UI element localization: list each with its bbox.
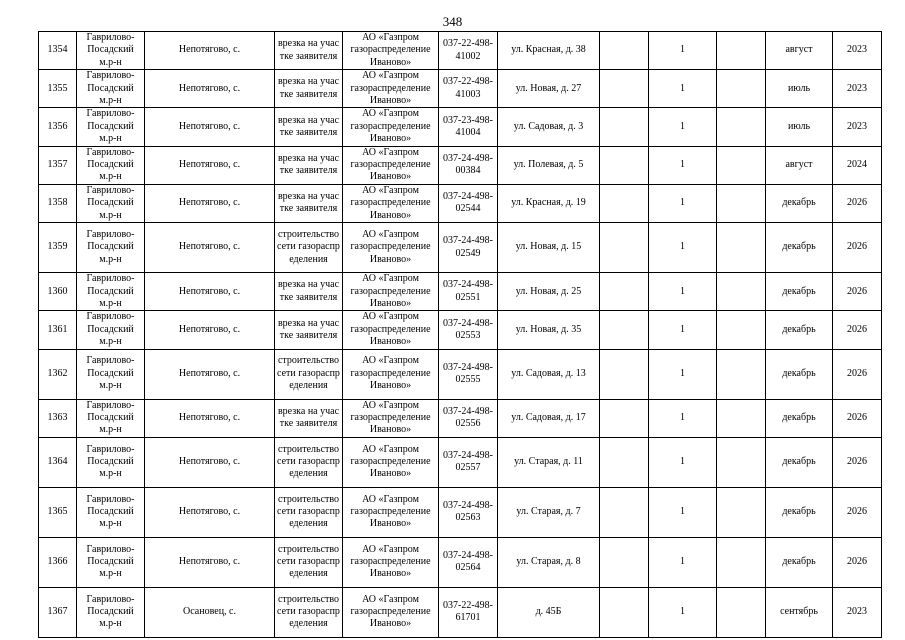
organization-cell: АО «Газпром газораспределение Иваново» [343, 273, 439, 311]
request-code-cell: 037-24-498-02556 [439, 399, 498, 437]
month-cell: декабрь [766, 223, 833, 273]
row-number-cell: 1357 [39, 146, 77, 184]
empty-cell [717, 108, 766, 146]
district-cell: Гаврилово-Посадский м.р-н [77, 223, 145, 273]
row-number-cell: 1361 [39, 311, 77, 349]
work-type-cell: врезка на участке заявителя [275, 184, 343, 222]
table-row [39, 349, 882, 399]
month-cell: август [766, 146, 833, 184]
organization-cell: АО «Газпром газораспределение Иваново» [343, 587, 439, 637]
month-cell: июль [766, 108, 833, 146]
organization-cell: АО «Газпром газораспределение Иваново» [343, 487, 439, 537]
month-cell: декабрь [766, 311, 833, 349]
month-cell: декабрь [766, 399, 833, 437]
organization-cell: АО «Газпром газораспределение Иваново» [343, 437, 439, 487]
work-type-cell: врезка на участке заявителя [275, 311, 343, 349]
month-cell: декабрь [766, 437, 833, 487]
table-row [39, 184, 882, 222]
empty-cell [717, 349, 766, 399]
empty-cell [717, 487, 766, 537]
row-number-cell: 1354 [39, 32, 77, 70]
empty-cell [600, 273, 649, 311]
empty-cell [600, 537, 649, 587]
table-row [39, 399, 882, 437]
empty-cell [717, 399, 766, 437]
request-code-cell: 037-24-498-02563 [439, 487, 498, 537]
address-cell: ул. Садовая, д. 3 [498, 108, 600, 146]
request-code-cell: 037-23-498-41004 [439, 108, 498, 146]
settlement-cell: Непотягово, с. [145, 273, 275, 311]
settlement-cell: Непотягово, с. [145, 487, 275, 537]
table-body [39, 32, 882, 638]
work-type-cell: строительство сети газораспределения [275, 487, 343, 537]
month-cell: декабрь [766, 184, 833, 222]
work-type-cell: врезка на участке заявителя [275, 32, 343, 70]
row-number-cell: 1366 [39, 537, 77, 587]
empty-cell [600, 223, 649, 273]
organization-cell: АО «Газпром газораспределение Иваново» [343, 32, 439, 70]
empty-cell [717, 437, 766, 487]
settlement-cell: Осановец, с. [145, 587, 275, 637]
row-number-cell: 1359 [39, 223, 77, 273]
address-cell: ул. Новая, д. 15 [498, 223, 600, 273]
district-cell: Гаврилово-Посадский м.р-н [77, 184, 145, 222]
gas-connection-table [38, 31, 882, 638]
empty-cell [600, 349, 649, 399]
organization-cell: АО «Газпром газораспределение Иваново» [343, 184, 439, 222]
work-type-cell: врезка на участке заявителя [275, 273, 343, 311]
address-cell: ул. Старая, д. 11 [498, 437, 600, 487]
empty-cell [717, 273, 766, 311]
year-cell: 2026 [833, 273, 882, 311]
empty-cell [717, 537, 766, 587]
address-cell: ул. Красная, д. 38 [498, 32, 600, 70]
district-cell: Гаврилово-Посадский м.р-н [77, 349, 145, 399]
settlement-cell: Непотягово, с. [145, 108, 275, 146]
address-cell: ул. Садовая, д. 17 [498, 399, 600, 437]
year-cell: 2026 [833, 349, 882, 399]
district-cell: Гаврилово-Посадский м.р-н [77, 537, 145, 587]
empty-cell [600, 487, 649, 537]
year-cell: 2026 [833, 311, 882, 349]
empty-cell [600, 70, 649, 108]
work-type-cell: врезка на участке заявителя [275, 108, 343, 146]
organization-cell: АО «Газпром газораспределение Иваново» [343, 146, 439, 184]
row-number-cell: 1358 [39, 184, 77, 222]
table-row [39, 108, 882, 146]
district-cell: Гаврилово-Посадский м.р-н [77, 587, 145, 637]
request-code-cell: 037-24-498-02544 [439, 184, 498, 222]
request-code-cell: 037-24-498-02555 [439, 349, 498, 399]
table-row [39, 587, 882, 637]
year-cell: 2026 [833, 399, 882, 437]
empty-cell [600, 146, 649, 184]
empty-cell [717, 184, 766, 222]
row-number-cell: 1367 [39, 587, 77, 637]
quantity-cell: 1 [649, 108, 717, 146]
empty-cell [717, 70, 766, 108]
table-row [39, 437, 882, 487]
year-cell: 2023 [833, 32, 882, 70]
district-cell: Гаврилово-Посадский м.р-н [77, 108, 145, 146]
organization-cell: АО «Газпром газораспределение Иваново» [343, 70, 439, 108]
empty-cell [600, 437, 649, 487]
request-code-cell: 037-24-498-02551 [439, 273, 498, 311]
work-type-cell: строительство сети газораспределения [275, 349, 343, 399]
year-cell: 2026 [833, 537, 882, 587]
table-row [39, 223, 882, 273]
request-code-cell: 037-24-498-00384 [439, 146, 498, 184]
empty-cell [717, 146, 766, 184]
address-cell: ул. Новая, д. 25 [498, 273, 600, 311]
empty-cell [717, 223, 766, 273]
work-type-cell: врезка на участке заявителя [275, 70, 343, 108]
quantity-cell: 1 [649, 437, 717, 487]
quantity-cell: 1 [649, 223, 717, 273]
settlement-cell: Непотягово, с. [145, 184, 275, 222]
quantity-cell: 1 [649, 537, 717, 587]
settlement-cell: Непотягово, с. [145, 311, 275, 349]
year-cell: 2024 [833, 146, 882, 184]
row-number-cell: 1362 [39, 349, 77, 399]
address-cell: ул. Новая, д. 35 [498, 311, 600, 349]
row-number-cell: 1363 [39, 399, 77, 437]
row-number-cell: 1365 [39, 487, 77, 537]
settlement-cell: Непотягово, с. [145, 437, 275, 487]
empty-cell [717, 587, 766, 637]
year-cell: 2026 [833, 184, 882, 222]
district-cell: Гаврилово-Посадский м.р-н [77, 487, 145, 537]
year-cell: 2026 [833, 437, 882, 487]
work-type-cell: строительство сети газораспределения [275, 223, 343, 273]
month-cell: сентябрь [766, 587, 833, 637]
work-type-cell: строительство сети газораспределения [275, 587, 343, 637]
district-cell: Гаврилово-Посадский м.р-н [77, 32, 145, 70]
row-number-cell: 1356 [39, 108, 77, 146]
quantity-cell: 1 [649, 273, 717, 311]
organization-cell: АО «Газпром газораспределение Иваново» [343, 108, 439, 146]
request-code-cell: 037-22-498-41002 [439, 32, 498, 70]
organization-cell: АО «Газпром газораспределение Иваново» [343, 311, 439, 349]
quantity-cell: 1 [649, 399, 717, 437]
month-cell: декабрь [766, 273, 833, 311]
request-code-cell: 037-22-498-61701 [439, 587, 498, 637]
page-number: 348 [442, 14, 463, 29]
district-cell: Гаврилово-Посадский м.р-н [77, 437, 145, 487]
quantity-cell: 1 [649, 184, 717, 222]
table-row [39, 70, 882, 108]
quantity-cell: 1 [649, 70, 717, 108]
settlement-cell: Непотягово, с. [145, 146, 275, 184]
organization-cell: АО «Газпром газораспределение Иваново» [343, 399, 439, 437]
empty-cell [600, 311, 649, 349]
year-cell: 2023 [833, 70, 882, 108]
request-code-cell: 037-24-498-02557 [439, 437, 498, 487]
month-cell: декабрь [766, 537, 833, 587]
row-number-cell: 1360 [39, 273, 77, 311]
empty-cell [600, 399, 649, 437]
row-number-cell: 1355 [39, 70, 77, 108]
address-cell: ул. Старая, д. 8 [498, 537, 600, 587]
district-cell: Гаврилово-Посадский м.р-н [77, 273, 145, 311]
settlement-cell: Непотягово, с. [145, 537, 275, 587]
request-code-cell: 037-24-498-02553 [439, 311, 498, 349]
settlement-cell: Непотягово, с. [145, 70, 275, 108]
address-cell: д. 45Б [498, 587, 600, 637]
month-cell: декабрь [766, 487, 833, 537]
organization-cell: АО «Газпром газораспределение Иваново» [343, 223, 439, 273]
address-cell: ул. Старая, д. 7 [498, 487, 600, 537]
quantity-cell: 1 [649, 311, 717, 349]
settlement-cell: Непотягово, с. [145, 349, 275, 399]
district-cell: Гаврилово-Посадский м.р-н [77, 311, 145, 349]
request-code-cell: 037-24-498-02564 [439, 537, 498, 587]
quantity-cell: 1 [649, 146, 717, 184]
year-cell: 2026 [833, 487, 882, 537]
quantity-cell: 1 [649, 32, 717, 70]
organization-cell: АО «Газпром газораспределение Иваново» [343, 537, 439, 587]
address-cell: ул. Красная, д. 19 [498, 184, 600, 222]
district-cell: Гаврилово-Посадский м.р-н [77, 399, 145, 437]
table-row [39, 146, 882, 184]
empty-cell [717, 32, 766, 70]
work-type-cell: врезка на участке заявителя [275, 146, 343, 184]
empty-cell [600, 184, 649, 222]
district-cell: Гаврилово-Посадский м.р-н [77, 146, 145, 184]
table-row [39, 32, 882, 70]
quantity-cell: 1 [649, 349, 717, 399]
work-type-cell: строительство сети газораспределения [275, 537, 343, 587]
table-row [39, 273, 882, 311]
work-type-cell: врезка на участке заявителя [275, 399, 343, 437]
month-cell: июль [766, 70, 833, 108]
year-cell: 2023 [833, 108, 882, 146]
request-code-cell: 037-22-498-41003 [439, 70, 498, 108]
empty-cell [600, 587, 649, 637]
settlement-cell: Непотягово, с. [145, 32, 275, 70]
quantity-cell: 1 [649, 587, 717, 637]
settlement-cell: Непотягово, с. [145, 223, 275, 273]
month-cell: декабрь [766, 349, 833, 399]
table-row [39, 311, 882, 349]
empty-cell [600, 108, 649, 146]
address-cell: ул. Новая, д. 27 [498, 70, 600, 108]
empty-cell [600, 32, 649, 70]
address-cell: ул. Полевая, д. 5 [498, 146, 600, 184]
district-cell: Гаврилово-Посадский м.р-н [77, 70, 145, 108]
row-number-cell: 1364 [39, 437, 77, 487]
address-cell: ул. Садовая, д. 13 [498, 349, 600, 399]
table-row [39, 487, 882, 537]
quantity-cell: 1 [649, 487, 717, 537]
empty-cell [717, 311, 766, 349]
organization-cell: АО «Газпром газораспределение Иваново» [343, 349, 439, 399]
year-cell: 2023 [833, 587, 882, 637]
work-type-cell: строительство сети газораспределения [275, 437, 343, 487]
request-code-cell: 037-24-498-02549 [439, 223, 498, 273]
year-cell: 2026 [833, 223, 882, 273]
table-row [39, 537, 882, 587]
settlement-cell: Непотягово, с. [145, 399, 275, 437]
month-cell: август [766, 32, 833, 70]
